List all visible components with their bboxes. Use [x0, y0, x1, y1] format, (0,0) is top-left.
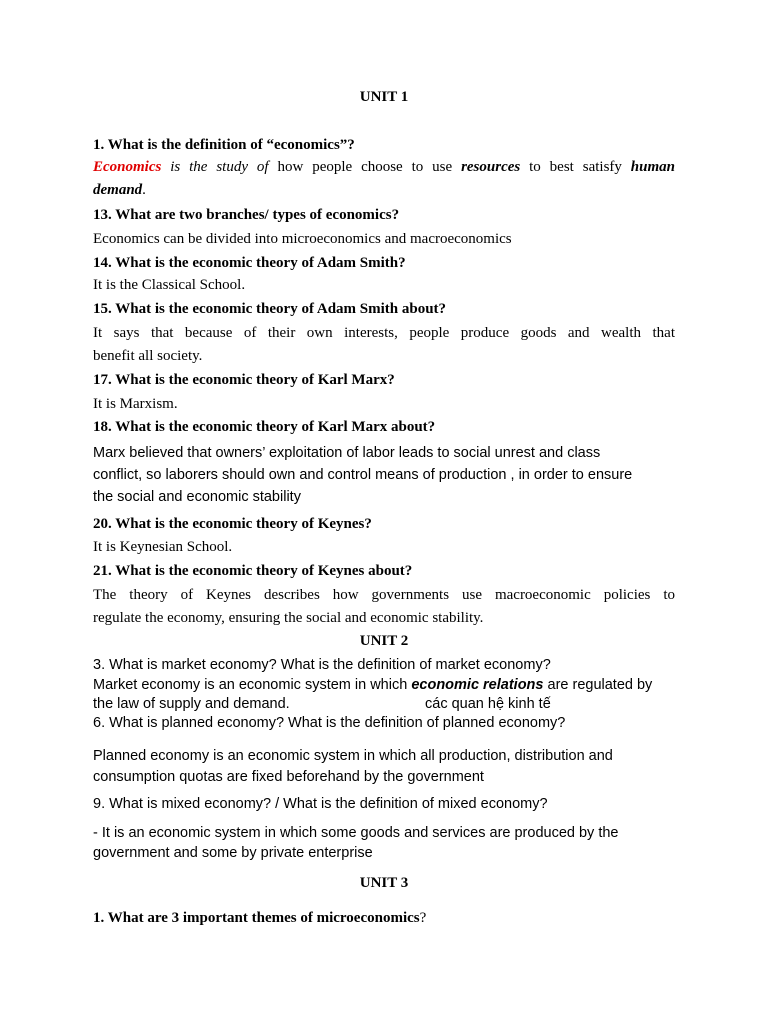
answer: Marx believed that owners’ exploitation of labor leads to social unrest and class: [93, 445, 601, 461]
answer-part: how people choose to use: [268, 159, 462, 175]
unit-heading: UNIT 1: [359, 89, 409, 105]
answer: government and some by private enterprise: [93, 845, 373, 861]
question: 20. What is the economic theory of Keynes?: [93, 516, 372, 532]
unit-heading: UNIT 3: [359, 875, 409, 891]
question: [93, 907, 675, 929]
unit-heading: UNIT 2: [359, 633, 409, 649]
answer: [93, 179, 675, 201]
term: Economics: [93, 159, 162, 175]
answer: [93, 156, 675, 178]
answer-part: resources: [461, 159, 521, 175]
answer: conflict, so laborers should own and control means of production , in order to ensure: [93, 467, 633, 483]
answer-part: the law of supply and demand.: [93, 696, 290, 712]
answer-part: to best satisfy: [520, 159, 631, 175]
answer-part: human: [630, 159, 675, 175]
question: 9. What is mixed economy? / What is the definition of mixed economy?: [93, 796, 548, 812]
answer-part: demand: [93, 182, 143, 198]
question: 21. What is the economic theory of Keynes about?: [93, 563, 413, 579]
annotation: các quan hệ kinh tế: [425, 696, 551, 712]
answer: regulate the economy, ensuring the social and economic stability.: [93, 610, 484, 626]
answer: It is Keynesian School.: [93, 539, 233, 555]
question-part: ?: [419, 910, 427, 926]
question: 18. What is the economic theory of Karl Marx about?: [93, 419, 436, 435]
answer-part: .: [142, 182, 146, 198]
question: 3. What is market economy? What is the definition of market economy?: [93, 657, 551, 673]
question: 13. What are two branches/ types of economics?: [93, 207, 400, 223]
answer: the social and economic stability: [93, 489, 301, 505]
question: 15. What is the economic theory of Adam Smith about?: [93, 301, 447, 317]
answer-part: Market economy is an economic system in which: [93, 677, 412, 693]
question: 14. What is the economic theory of Adam Smith?: [93, 255, 406, 271]
answer: It is Marxism.: [93, 396, 178, 412]
answer: [93, 676, 675, 695]
answer-part: economic relations: [411, 677, 544, 693]
answer: It is the Classical School.: [93, 277, 246, 293]
answer-part: is the study of: [161, 159, 269, 175]
answer: The theory of Keynes describes how governments use macroeconomic policies to: [93, 587, 675, 603]
question-part: 1. What are 3 important themes of microeconomics: [93, 910, 420, 926]
question: 6. What is planned economy? What is the definition of planned economy?: [93, 715, 566, 731]
answer: consumption quotas are fixed beforehand by the government: [93, 769, 484, 785]
answer-part: are regulated by: [543, 677, 653, 693]
answer: - It is an economic system in which some goods and services are produced by the: [93, 825, 619, 841]
question: 1. What is the definition of “economics”?: [93, 137, 355, 153]
answer: Economics can be divided into microeconomics and macroeconomics: [93, 231, 512, 247]
answer: benefit all society.: [93, 348, 203, 364]
answer: Planned economy is an economic system in which all production, distribution and: [93, 748, 613, 764]
answer: It says that because of their own interests, people produce goods and wealth that: [93, 325, 675, 341]
answer: [93, 695, 675, 714]
question: 17. What is the economic theory of Karl Marx?: [93, 372, 395, 388]
